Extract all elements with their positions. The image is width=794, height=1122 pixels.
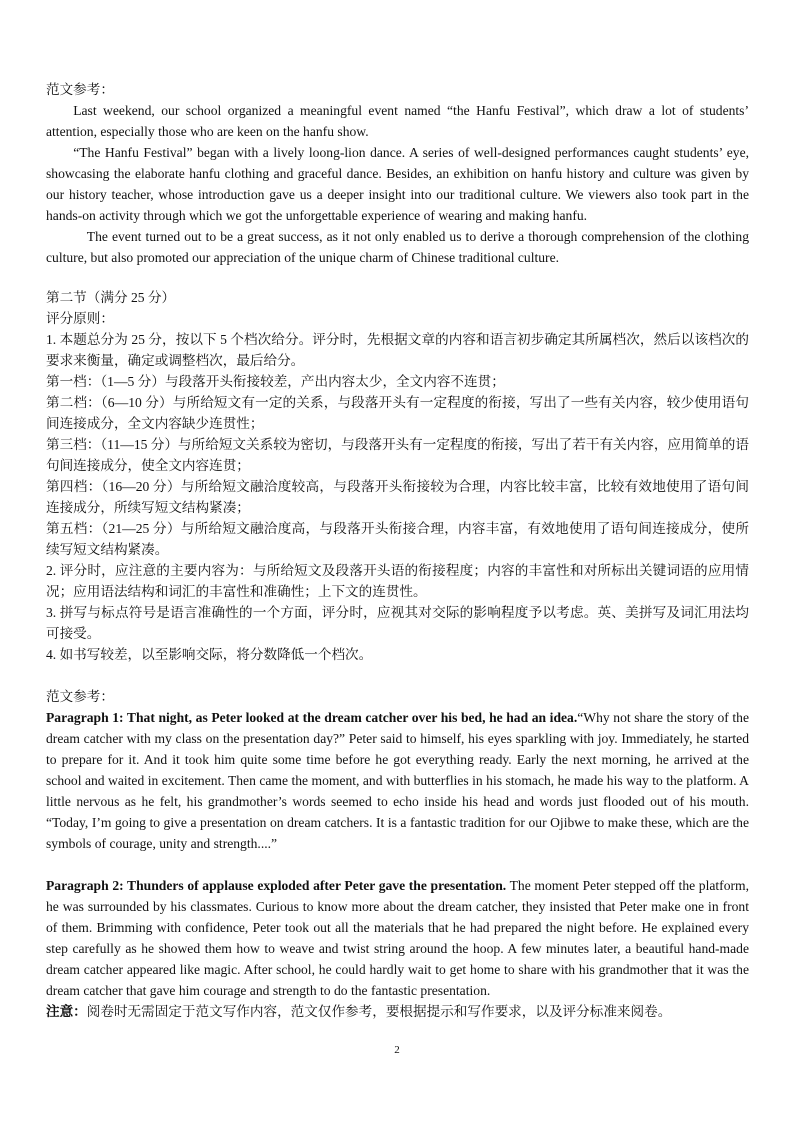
paragraph-2-lead: Paragraph 2: Thunders of applause exploded after Peter gave the presentation.: [46, 878, 507, 893]
page-number: 2: [394, 1044, 400, 1056]
note-label: 注意：: [46, 1004, 87, 1019]
rule-1: 1. 本题总分为 25 分，按以下 5 个档次给分。评分时，先根据文章的内容和语言初步确定其所属档次，然后以该档次的要求来衡量，确定或调整档次，最后给分。: [46, 332, 749, 368]
level-5: 第五档：（21—25 分）与所给短文融洽度高，与段落开头衔接合理，内容丰富，有效地使用了语句间连接成分，使所续写短文结构紧凑。: [46, 521, 749, 557]
grading-note: [46, 1001, 749, 1022]
note-text: 阅卷时无需固定于范文写作内容，范文仅作参考，要根据提示和写作要求，以及评分标准来阅卷。: [86, 1004, 672, 1019]
level-4: 第四档：（16—20 分）与所给短文融洽度较高，与段落开头衔接较为合理，内容比较丰富，比较有效地使用了语句间连接成分，所续写短文结构紧凑；: [46, 479, 749, 515]
paragraph-2-body: The moment Peter stepped off the platform, he was surrounded by his classmates. Curious to know more about the dream catcher, they insisted that Peter make one in front of them. Brimming with confidence, Peter took out all the materials that he had prepared the night before. He explained every step carefully as he showed them how to weave and twist string around the hoop. A few minutes later, a beautiful hand-made dream catcher appeared like magic. After school, he could hardly wait to get home to share with his grandmother that it was the dream catcher that gave him courage and strength to do the fantastic presentation.: [46, 878, 749, 998]
essay1-label: 范文参考：: [46, 82, 114, 97]
essay1-paragraph-1: Last weekend, our school organized a meaningful event named “the Hanfu Festival”, which draw a lot of students’ attention, especially those who are keen on the hanfu show.: [46, 103, 749, 139]
spacer: [46, 854, 749, 875]
essay1-paragraph-2: “The Hanfu Festival” began with a lively loong-lion dance. A series of well-designed performances caught students’ eye, showcasing the elaborate hanfu clothing and graceful dance. Besides, an exhibition on hanfu history and culture was given by our history teacher, whose introduction gave us a deeper insight into our traditional culture. We viewers also took part in the hands-on activity through which we got the unforgettable experience of wearing and making hanfu.: [46, 145, 749, 223]
paragraph-1-body: “Why not share the story of the dream catcher with my class on the presentation day?” Peter said to himself, his eyes sparkling with joy. Immediately, he started to prepare for it. And it took him quite some time before he got everything ready. Early the next morning, he arrived at the school and waited in excitement. Then came the moment, and with butterflies in his stomach, he made his way to the platform. A little nervous as he felt, his grandmother’s words seemed to echo inside his head and words just flooded out of his mouth. “Today, I’m going to give a presentation on dream catchers. It is a fantastic tradition for our Ojibwe to make these, which are the symbols of courage, unity and strength....”: [46, 710, 749, 851]
spacer: [46, 268, 749, 287]
level-3: 第三档：（11—15 分）与所给短文关系较为密切，与段落开头有一定程度的衔接，写出了若干有关内容，应用简单的语句间连接成分，使全文内容连贯；: [46, 437, 749, 473]
level-1: 第一档：（1—5 分）与段落开头衔接较差，产出内容太少，全文内容不连贯；: [46, 374, 505, 389]
criteria-label: 评分原则：: [46, 311, 114, 326]
paragraph-1-lead: Paragraph 1: That night, as Peter looked at the dream catcher over his bed, he had an idea.: [46, 710, 578, 725]
essay1-paragraph-3: The event turned out to be a great success, as it not only enabled us to derive a thorough comprehension of the clothing culture, but also promoted our appreciation of the unique charm of Chinese traditional culture.: [46, 229, 749, 265]
level-2: 第二档：（6—10 分）与所给短文有一定的关系，与段落开头有一定程度的衔接，写出了一些有关内容，较少使用语句间连接成分，全文内容缺少连贯性；: [46, 395, 749, 431]
page-content: [46, 79, 749, 1022]
rule-3: 3. 拼写与标点符号是语言准确性的一个方面，评分时，应视其对交际的影响程度予以考虑。英、美拼写及词汇用法均可接受。: [46, 605, 749, 641]
spacer: [46, 665, 749, 686]
essay2-paragraph-2: [46, 875, 749, 1001]
essay2-label: 范文参考：: [46, 689, 114, 704]
rule-4: 4. 如书写较差，以至影响交际，将分数降低一个档次。: [46, 647, 373, 662]
rule-2: 2. 评分时，应注意的主要内容为：与所给短文及段落开头语的衔接程度；内容的丰富性和对所标出关键词语的应用情况；应用语法结构和词汇的丰富性和准确性；上下文的连贯性。: [46, 563, 749, 599]
section2-title: 第二节（满分 25 分）: [46, 290, 176, 305]
essay2-paragraph-1: [46, 707, 749, 854]
